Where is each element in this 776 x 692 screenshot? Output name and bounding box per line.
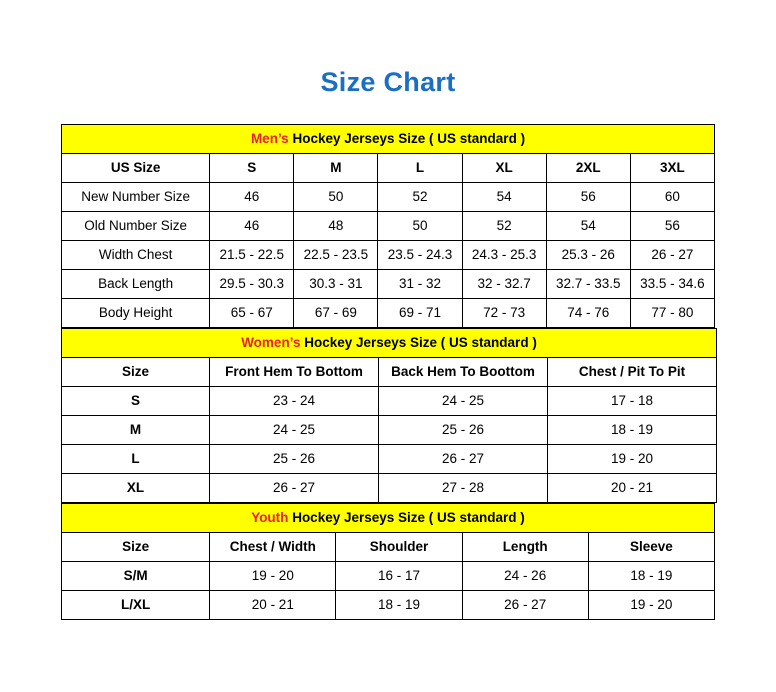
table-cell: 46 <box>210 211 294 240</box>
mens-band-highlight: Men’s <box>250 131 289 147</box>
mens-header-cell: XL <box>462 153 546 182</box>
row-label: L/XL <box>62 590 210 619</box>
table-row <box>62 269 715 298</box>
table-cell: 20 - 21 <box>210 590 336 619</box>
row-label: S/M <box>62 561 210 590</box>
youth-band <box>62 503 715 532</box>
table-cell: 26 - 27 <box>630 240 714 269</box>
womens-header-cell: Size <box>62 357 210 386</box>
table-cell: 54 <box>546 211 630 240</box>
table-band-row <box>62 328 717 357</box>
table-cell: 56 <box>546 182 630 211</box>
table-cell: 67 - 69 <box>294 298 378 327</box>
table-cell: 18 - 19 <box>548 415 717 444</box>
youth-header-cell: Length <box>462 532 588 561</box>
table-cell: 52 <box>378 182 462 211</box>
table-row <box>62 444 717 473</box>
mens-header-cell: S <box>210 153 294 182</box>
table-cell: 56 <box>630 211 714 240</box>
table-cell: 17 - 18 <box>548 386 717 415</box>
table-cell: 19 - 20 <box>588 590 714 619</box>
table-row <box>62 211 715 240</box>
womens-header-cell: Chest / Pit To Pit <box>548 357 717 386</box>
table-cell: 21.5 - 22.5 <box>210 240 294 269</box>
womens-header-cell: Back Hem To Boottom <box>379 357 548 386</box>
table-cell: 26 - 27 <box>379 444 548 473</box>
table-row <box>62 415 717 444</box>
mens-header-cell: 3XL <box>630 153 714 182</box>
table-cell: 25 - 26 <box>379 415 548 444</box>
row-label: S <box>62 386 210 415</box>
youth-header-cell: Shoulder <box>336 532 462 561</box>
table-cell: 20 - 21 <box>548 473 717 502</box>
table-cell: 48 <box>294 211 378 240</box>
table-cell: 22.5 - 23.5 <box>294 240 378 269</box>
row-label: Back Length <box>62 269 210 298</box>
table-cell: 24.3 - 25.3 <box>462 240 546 269</box>
mens-header-cell: 2XL <box>546 153 630 182</box>
table-row <box>62 386 717 415</box>
table-header-row <box>62 357 717 386</box>
table-row <box>62 182 715 211</box>
table-cell: 32 - 32.7 <box>462 269 546 298</box>
mens-band-rest: Hockey Jerseys Size ( US standard ) <box>288 131 526 147</box>
table-band-row <box>62 124 715 153</box>
table-cell: 18 - 19 <box>588 561 714 590</box>
table-cell: 54 <box>462 182 546 211</box>
table-cell: 33.5 - 34.6 <box>630 269 714 298</box>
size-chart-tables <box>61 124 715 620</box>
mens-header-cell: L <box>378 153 462 182</box>
table-cell: 30.3 - 31 <box>294 269 378 298</box>
table-cell: 65 - 67 <box>210 298 294 327</box>
table-cell: 24 - 25 <box>210 415 379 444</box>
table-cell: 29.5 - 30.3 <box>210 269 294 298</box>
table-cell: 77 - 80 <box>630 298 714 327</box>
mens-band <box>62 124 715 153</box>
table-cell: 50 <box>294 182 378 211</box>
table-row <box>62 561 715 590</box>
table-cell: 69 - 71 <box>378 298 462 327</box>
row-label: L <box>62 444 210 473</box>
youth-header-cell: Sleeve <box>588 532 714 561</box>
womens-band <box>62 328 717 357</box>
row-label: Old Number Size <box>62 211 210 240</box>
page-title: Size Chart <box>320 67 456 97</box>
womens-band-highlight: Women’s <box>241 335 301 351</box>
table-cell: 27 - 28 <box>379 473 548 502</box>
row-label: M <box>62 415 210 444</box>
table-row <box>62 473 717 502</box>
table-cell: 23.5 - 24.3 <box>378 240 462 269</box>
table-cell: 19 - 20 <box>210 561 336 590</box>
table-row <box>62 298 715 327</box>
table-cell: 60 <box>630 182 714 211</box>
table-header-row <box>62 153 715 182</box>
womens-header-cell: Front Hem To Bottom <box>210 357 379 386</box>
table-cell: 32.7 - 33.5 <box>546 269 630 298</box>
table-cell: 52 <box>462 211 546 240</box>
table-cell: 72 - 73 <box>462 298 546 327</box>
table-cell: 26 - 27 <box>210 473 379 502</box>
table-header-row <box>62 532 715 561</box>
table-row <box>62 590 715 619</box>
row-label: Width Chest <box>62 240 210 269</box>
womens-band-rest: Hockey Jerseys Size ( US standard ) <box>300 335 537 351</box>
youth-band-rest: Hockey Jerseys Size ( US standard ) <box>288 510 525 526</box>
womens-size-table <box>61 328 717 503</box>
table-cell: 16 - 17 <box>336 561 462 590</box>
table-cell: 19 - 20 <box>548 444 717 473</box>
mens-size-table <box>61 124 715 328</box>
row-label: XL <box>62 473 210 502</box>
table-cell: 25.3 - 26 <box>546 240 630 269</box>
table-cell: 74 - 76 <box>546 298 630 327</box>
youth-header-cell: Size <box>62 532 210 561</box>
table-cell: 31 - 32 <box>378 269 462 298</box>
table-cell: 24 - 26 <box>462 561 588 590</box>
mens-header-cell: M <box>294 153 378 182</box>
youth-size-table <box>61 503 715 620</box>
table-cell: 24 - 25 <box>379 386 548 415</box>
row-label: New Number Size <box>62 182 210 211</box>
table-cell: 46 <box>210 182 294 211</box>
row-label: Body Height <box>62 298 210 327</box>
youth-band-highlight: Youth <box>251 510 289 526</box>
table-cell: 50 <box>378 211 462 240</box>
table-band-row <box>62 503 715 532</box>
table-cell: 23 - 24 <box>210 386 379 415</box>
youth-header-cell: Chest / Width <box>210 532 336 561</box>
table-cell: 26 - 27 <box>462 590 588 619</box>
table-row <box>62 240 715 269</box>
table-cell: 25 - 26 <box>210 444 379 473</box>
mens-header-cell: US Size <box>62 153 210 182</box>
table-cell: 18 - 19 <box>336 590 462 619</box>
